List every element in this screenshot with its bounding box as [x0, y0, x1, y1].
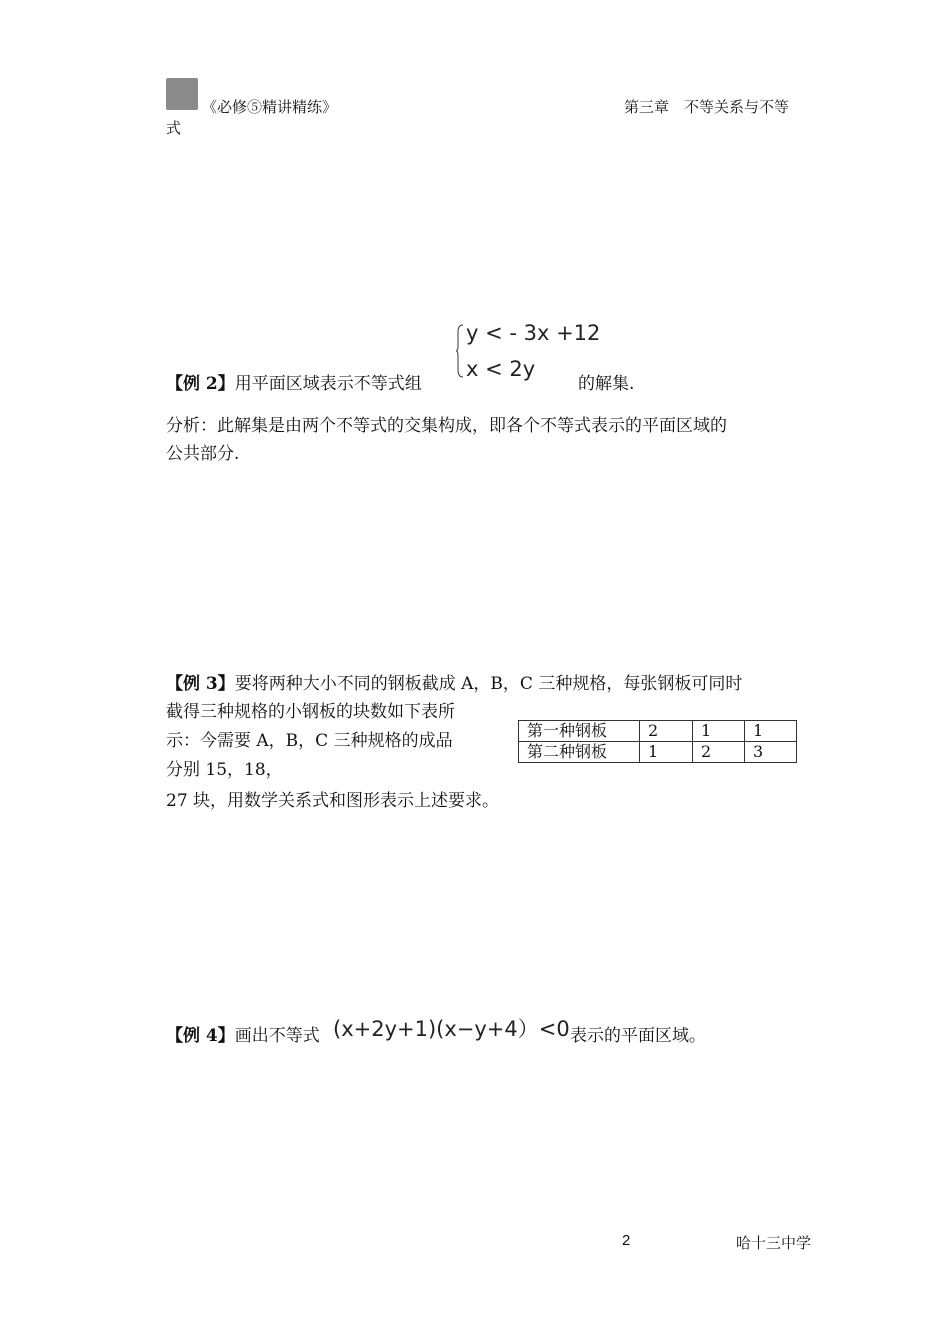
example4-text: 画出不等式: [234, 1026, 320, 1046]
example3-line3: 示：今需要 A，B，C 三种规格的成品: [166, 731, 453, 751]
inequality-line-2: x < 2y: [466, 357, 536, 381]
example2-text-after: 的解集.: [578, 374, 635, 394]
chapter-title: 第三章 不等关系与不等: [624, 98, 790, 116]
logo-icon: [166, 78, 198, 110]
inequality-line-1: y < - 3x +12: [466, 321, 601, 345]
example2-text: 用平面区域表示不等式组: [234, 374, 422, 394]
brace-icon: [456, 324, 464, 378]
book-title: 《必修⑤精讲精练》: [202, 98, 338, 116]
table-cell: 1: [640, 742, 693, 763]
table-cell: 1: [693, 721, 745, 742]
example4-formula: (x+2y+1)(x−y+4）<0: [333, 1017, 570, 1041]
example2-heading: [166, 369, 422, 394]
example3-heading: [166, 669, 742, 694]
table-cell: 2: [640, 721, 693, 742]
table-cell: 3: [745, 742, 797, 763]
page-number: 2: [622, 1232, 631, 1249]
table-row: [519, 721, 797, 742]
table-row: [519, 742, 797, 763]
table-cell: 第一种钢板: [519, 721, 640, 742]
example3-line1: 要将两种大小不同的钢板截成 A，B，C 三种规格，每张钢板可同时: [234, 674, 743, 694]
table-cell: 1: [745, 721, 797, 742]
example4-label: 【例 4】: [166, 1026, 235, 1046]
steel-plate-table: [518, 720, 797, 763]
example2-analysis-line1: 分析：此解集是由两个不等式的交集构成，即各个不等式表示的平面区域的: [166, 416, 727, 436]
example2-analysis-line2: 公共部分.: [166, 444, 240, 464]
school-name: 哈十三中学: [736, 1234, 812, 1252]
chapter-title-wrap: 式: [166, 119, 182, 137]
example3-line4: 分别 15，18，: [166, 760, 283, 780]
table-cell: 2: [693, 742, 745, 763]
example2-label: 【例 2】: [166, 374, 235, 394]
example4-text-after: 表示的平面区域。: [570, 1026, 706, 1046]
example4-heading: [166, 1021, 320, 1046]
example3-label: 【例 3】: [166, 674, 235, 694]
example3-line2: 截得三种规格的小钢板的块数如下表所: [166, 702, 455, 722]
table-cell: 第二种钢板: [519, 742, 640, 763]
example3-line5: 27 块，用数学关系式和图形表示上述要求。: [166, 791, 500, 811]
